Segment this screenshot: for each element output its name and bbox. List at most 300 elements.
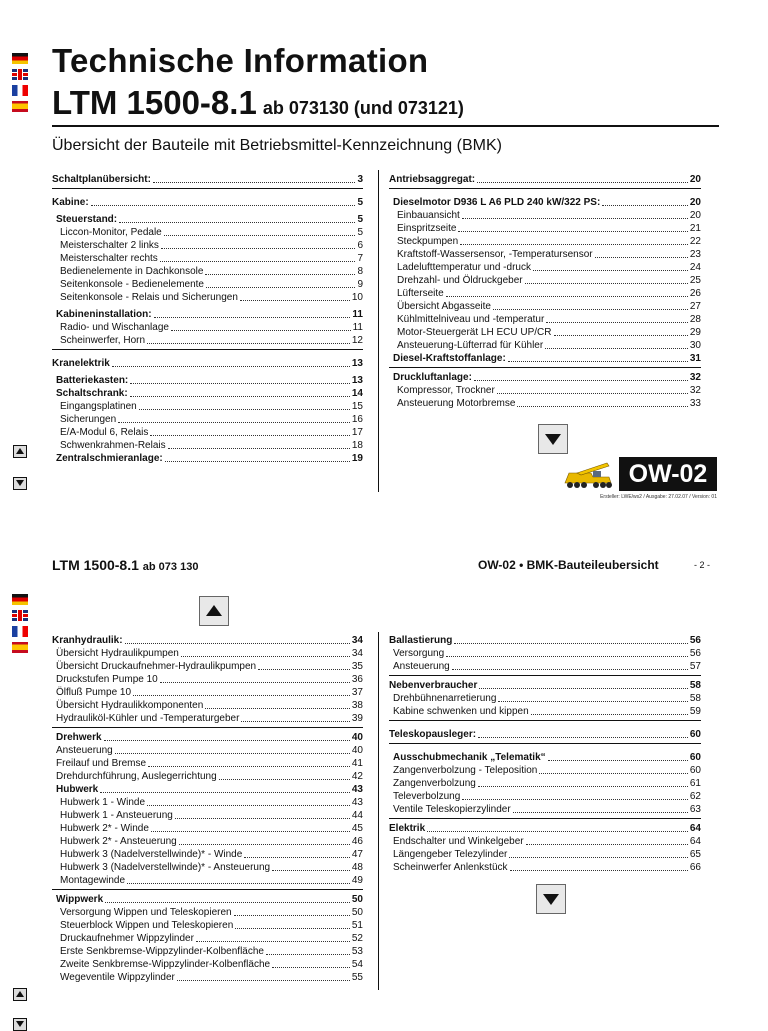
leader-dots [474,380,688,381]
section-separator [52,727,363,728]
leader-dots [205,274,355,275]
leader-dots [478,786,688,787]
toc-entry-label: Ballastierung [389,635,453,646]
page-up-button[interactable] [13,988,27,1001]
german-flag-icon[interactable] [12,53,28,64]
toc-entry-label: Steuerblock Wippen und Teleskopieren [60,920,234,931]
leader-dots [133,695,350,696]
toc-entry[interactable] [52,809,363,822]
section-separator [389,743,701,744]
toc-entry-label: Längengeber Telezylinder [393,849,508,860]
toc-entry-label: Kranhydraulik: [52,635,123,646]
toc-entry-page: 56 [689,635,701,646]
toc-entry[interactable] [389,313,701,326]
toc-entry[interactable] [389,209,701,222]
toc-entry-label: Ansteuerung Motorbremse [397,398,516,409]
toc-entry-page: 25 [689,275,701,286]
toc-entry-label: Kabine schwenken und kippen [393,706,529,717]
toc-entry-page: 42 [351,771,363,782]
toc-entry-page: 53 [351,946,363,957]
toc-entry-page: 48 [351,862,363,873]
toc-entry-label: Steuerstand: [56,214,118,225]
toc-entry-label: Lüfterseite [397,288,444,299]
column-divider [378,632,379,990]
next-page-button[interactable] [538,424,568,454]
leader-dots [205,708,350,709]
leader-dots [452,669,688,670]
toc-entry[interactable] [52,932,363,945]
previous-page-button[interactable] [199,596,229,626]
leader-dots [427,831,688,832]
leader-dots [602,205,688,206]
leader-dots [104,740,350,741]
toc-entry[interactable] [389,173,701,186]
toc-entry-label: Batteriekasten: [56,375,129,386]
spanish-flag-icon[interactable] [12,642,28,653]
toc-entry[interactable] [389,300,701,313]
toc-entry-page: 43 [351,784,363,795]
toc-entry-label: Druckaufnehmer Wippzylinder [60,933,194,944]
toc-entry-label: Schaltschrank: [56,388,128,399]
toc-entry-page: 44 [351,810,363,821]
document-subtitle: Übersicht der Bauteile mit Betriebsmittel-Kennzeichnung (BMK) [52,137,502,154]
toc-entry[interactable] [389,371,701,384]
leader-dots [244,857,350,858]
toc-entry-page: 33 [689,398,701,409]
toc-entry-label: Ventile Teleskopierzylinder [393,804,511,815]
toc-entry[interactable] [52,783,363,796]
toc-entry-page: 26 [689,288,701,299]
toc-entry-page: 5 [357,214,363,225]
toc-entry-label: Hydrauliköl-Kühler und -Temperaturgeber [56,713,240,724]
toc-entry-label: Hubwerk 1 - Ansteuerung [60,810,173,821]
toc-entry[interactable] [52,321,363,334]
toc-entry-label: Versorgung [393,648,445,659]
toc-entry-label: Hubwerk 2* - Ansteuerung [60,836,177,847]
leader-dots [545,348,688,349]
leader-dots [115,753,350,754]
toc-entry-page: 41 [351,758,363,769]
toc-entry-page: 37 [351,687,363,698]
toc-entry[interactable] [389,352,701,365]
leader-dots [498,701,687,702]
toc-entry-label: Drehdurchführung, Auslegerrichtung [56,771,217,782]
toc-entry[interactable] [52,239,363,252]
toc-entry-label: Meisterschalter rechts [60,253,158,264]
toc-entry[interactable] [52,958,363,971]
toc-entry[interactable] [52,757,363,770]
leader-dots [147,343,350,344]
toc-entry-page: 60 [689,729,701,740]
toc-entry[interactable] [389,790,701,803]
french-flag-icon[interactable] [12,85,28,96]
toc-entry-label: Ansteuerung [393,661,450,672]
toc-entry-label: Scheinwerfer Anlenkstück [393,862,508,873]
toc-entry[interactable] [52,291,363,304]
toc-entry-page: 8 [357,266,363,277]
toc-entry[interactable] [52,308,363,321]
toc-entry-page: 62 [689,791,701,802]
leader-dots [179,844,350,845]
toc-entry-label: Antriebsaggregat: [389,174,476,185]
leader-dots [130,383,350,384]
toc-entry-label: Ansteuerung-Lüfterrad für Kühler [397,340,544,351]
leader-dots [160,682,350,683]
toc-entry[interactable] [389,835,701,848]
next-page-button[interactable] [536,884,566,914]
toc-entry[interactable] [389,196,701,209]
toc-entry[interactable] [389,397,701,410]
issue-credit: Ersteller: LWE/ws2 / Ausgabe: 27.02.07 / Version: 01 [600,494,717,500]
leader-dots [241,721,349,722]
leader-dots [119,222,355,223]
toc-left-column [52,173,363,465]
toc-entry-label: Seitenkonsole - Relais und Sicherungen [60,292,238,303]
toc-entry-label: Seitenkonsole - Bedienelemente [60,279,204,290]
document-title: Technische Information [52,42,429,79]
page2-model-name: LTM 1500-8.1 [52,557,139,573]
toc-entry[interactable] [389,274,701,287]
toc-entry[interactable] [52,357,363,370]
toc-entry[interactable] [52,971,363,984]
toc-entry-label: Teleskopausleger: [389,729,477,740]
toc-entry-label: Ladelufttemperatur und -druck [397,262,531,273]
toc-entry[interactable] [389,777,701,790]
leader-dots [272,870,350,871]
toc-entry[interactable] [52,413,363,426]
toc-entry[interactable] [52,848,363,861]
toc-entry-page: 34 [351,648,363,659]
toc-entry[interactable] [389,248,701,261]
toc-entry-page: 59 [689,706,701,717]
toc-entry-label: Montagewinde [60,875,126,886]
leader-dots [118,422,350,423]
toc-entry-label: Motor-Steuergerät LH ECU UP/CR [397,327,552,338]
toc-entry-page: 20 [689,210,701,221]
leader-dots [151,831,350,832]
toc-entry[interactable] [52,213,363,226]
toc-entry[interactable] [52,196,363,209]
toc-entry-label: Televerbolzung [393,791,461,802]
serial-range: ab 073130 (und 073121) [262,98,464,118]
page-down-button[interactable] [13,1018,27,1031]
toc-entry[interactable] [389,803,701,816]
toc-entry[interactable] [389,679,701,692]
toc-entry-page: 20 [689,197,701,208]
section-separator [52,349,363,350]
toc-entry-page: 50 [351,907,363,918]
toc-entry[interactable] [52,452,363,465]
toc-entry[interactable] [389,261,701,274]
toc-entry-page: 16 [351,414,363,425]
toc-entry-page: 38 [351,700,363,711]
toc-entry-page: 43 [351,797,363,808]
page-down-button[interactable] [13,477,27,490]
toc-entry[interactable] [389,647,701,660]
toc-entry[interactable] [52,874,363,887]
leader-dots [153,182,356,183]
toc-entry-page: 15 [351,401,363,412]
toc-entry-label: Diesel-Kraftstoffanlage: [393,353,506,364]
toc-entry-label: Schaltplanübersicht: [52,174,151,185]
toc-entry[interactable] [52,731,363,744]
uk-flag-icon[interactable] [12,69,28,80]
toc-entry-page: 39 [351,713,363,724]
toc-entry[interactable] [389,235,701,248]
section-separator [389,675,701,676]
uk-flag-icon[interactable] [12,610,28,621]
toc-entry[interactable] [389,384,701,397]
leader-dots [266,954,350,955]
toc-entry-label: Einspritzseite [397,223,457,234]
toc-entry[interactable] [52,712,363,725]
toc-entry-label: Erste Senkbremse-Wippzylinder-Kolbenfläche [60,946,264,957]
toc-entry[interactable] [52,744,363,757]
toc-entry-label: Hubwerk 3 (Nadelverstellwinde)* - Winde [60,849,243,860]
toc-entry-label: Übersicht Hydraulikpumpen [56,648,179,659]
toc-entry-page: 23 [689,249,701,260]
toc-entry[interactable] [52,906,363,919]
leader-dots [517,406,687,407]
leader-dots [509,857,688,858]
toc-entry[interactable] [52,400,363,413]
document-code-badge: OW-02 [619,457,717,491]
toc-entry-page: 12 [351,335,363,346]
toc-entry[interactable] [52,647,363,660]
toc-entry[interactable] [389,326,701,339]
toc-entry[interactable] [52,919,363,932]
toc-entry-page: 27 [689,301,701,312]
toc-right-column [389,634,701,874]
section-separator [52,889,363,890]
toc-entry[interactable] [52,945,363,958]
toc-entry-page: 29 [689,327,701,338]
leader-dots [160,261,356,262]
toc-entry-page: 10 [351,292,363,303]
toc-entry[interactable] [389,287,701,300]
toc-entry-page: 9 [357,279,363,290]
page-number: - 2 - [694,560,711,570]
leader-dots [165,461,350,462]
toc-entry-label: Versorgung Wippen und Teleskopieren [60,907,232,918]
toc-entry-label: Kabineninstallation: [56,309,152,320]
leader-dots [148,766,350,767]
toc-entry[interactable] [52,822,363,835]
toc-entry[interactable] [52,634,363,647]
toc-entry-label: Wegeventile Wippzylinder [60,972,175,983]
toc-entry-label: Meisterschalter 2 links [60,240,159,251]
german-flag-icon[interactable] [12,594,28,605]
toc-entry-page: 40 [351,732,363,743]
toc-entry-label: Sicherungen [60,414,117,425]
leader-dots [446,296,688,297]
leader-dots [196,941,350,942]
leader-dots [533,270,688,271]
toc-entry-label: Übersicht Hydraulikkomponenten [56,700,204,711]
leader-dots [479,688,688,689]
toc-entry-page: 60 [689,752,701,763]
page2-section-header: OW-02 • BMK-Bauteileubersicht [478,558,659,572]
leader-dots [478,737,688,738]
toc-entry[interactable] [389,764,701,777]
toc-entry[interactable] [52,334,363,347]
toc-entry-page: 30 [689,340,701,351]
toc-entry-label: Hubwerk 1 - Winde [60,797,146,808]
leader-dots [554,335,688,336]
leader-dots [139,409,350,410]
column-divider [378,170,379,492]
toc-entry-page: 34 [351,635,363,646]
toc-entry[interactable] [389,728,701,741]
leader-dots [171,330,351,331]
toc-entry[interactable] [52,387,363,400]
leader-dots [161,248,356,249]
toc-entry-page: 55 [351,972,363,983]
toc-entry-page: 64 [689,836,701,847]
toc-entry-page: 18 [351,440,363,451]
leader-dots [539,773,688,774]
leader-dots [175,818,350,819]
page2-model-header [52,557,198,573]
toc-entry-label: Eingangsplatinen [60,401,137,412]
model-title [52,84,464,122]
leader-dots [458,231,687,232]
toc-entry[interactable] [389,861,701,874]
toc-entry-label: Liccon-Monitor, Pedale [60,227,162,238]
toc-entry-label: Übersicht Druckaufnehmer-Hydraulikpumpen [56,661,257,672]
toc-entry-page: 35 [351,661,363,672]
toc-entry-page: 50 [351,894,363,905]
toc-entry[interactable] [389,692,701,705]
leader-dots [100,792,350,793]
toc-entry[interactable] [389,705,701,718]
toc-entry-label: Kabine: [52,197,89,208]
toc-entry-label: Dieselmotor D936 L A6 PLD 240 kW/322 PS: [393,197,601,208]
toc-entry-page: 32 [689,385,701,396]
toc-entry-label: Einbauansicht [397,210,460,221]
toc-entry-page: 66 [689,862,701,873]
toc-entry-page: 11 [352,309,363,320]
toc-entry[interactable] [389,848,701,861]
toc-entry-page: 58 [689,693,701,704]
toc-entry-page: 58 [689,680,701,691]
leader-dots [462,218,688,219]
toc-entry[interactable] [52,660,363,673]
toc-entry[interactable] [389,222,701,235]
toc-entry-label: Nebenverbraucher [389,680,478,691]
toc-entry-label: Radio- und Wischanlage [60,322,169,333]
leader-dots [548,760,688,761]
toc-entry-label: Hubwerk 3 (Nadelverstellwinde)* - Ansteuerung [60,862,271,873]
leader-dots [127,883,350,884]
section-separator [389,818,701,819]
toc-entry-page: 36 [351,674,363,685]
toc-entry-label: Drehzahl- und Öldruckgeber [397,275,523,286]
toc-entry-label: Scheinwerfer, Horn [60,335,146,346]
toc-entry[interactable] [52,893,363,906]
toc-entry-page: 40 [351,745,363,756]
toc-right-column [389,173,701,410]
leader-dots [234,915,350,916]
toc-entry[interactable] [389,634,701,647]
toc-entry-page: 6 [357,240,363,251]
toc-entry[interactable] [52,673,363,686]
toc-entry[interactable] [52,374,363,387]
toc-entry-label: Bedienelemente in Dachkonsole [60,266,204,277]
leader-dots [531,714,688,715]
toc-entry-page: 54 [351,959,363,970]
toc-entry-label: Hubwerk [56,784,99,795]
french-flag-icon[interactable] [12,626,28,637]
section-separator [389,720,701,721]
toc-entry-page: 22 [689,236,701,247]
toc-entry[interactable] [52,699,363,712]
model-name: LTM 1500-8.1 [52,84,257,121]
toc-entry-page: 52 [351,933,363,944]
page-up-button[interactable] [13,445,27,458]
toc-entry-label: Ausschubmechanik „Telematik“ [393,752,546,763]
toc-entry-label: Zangenverbolzung - Teleposition [393,765,538,776]
toc-entry-label: Steckpumpen [397,236,459,247]
toc-entry-page: 5 [357,197,363,208]
toc-entry[interactable] [52,796,363,809]
spanish-flag-icon[interactable] [12,101,28,112]
leader-dots [235,928,350,929]
toc-entry-label: Drehwerk [56,732,102,743]
toc-entry-page: 51 [351,920,363,931]
toc-entry[interactable] [52,278,363,291]
toc-entry[interactable] [389,339,701,352]
leader-dots [258,669,350,670]
toc-entry[interactable] [52,252,363,265]
toc-entry-label: Kraftstoff-Wassersensor, -Temperatursensor [397,249,593,260]
toc-entry[interactable] [52,426,363,439]
leader-dots [510,870,688,871]
page2-serial: ab 073 130 [142,561,199,573]
toc-entry[interactable] [52,686,363,699]
toc-entry-page: 28 [689,314,701,325]
toc-entry[interactable] [52,835,363,848]
toc-entry-label: Übersicht Abgasseite [397,301,491,312]
leader-dots [181,656,350,657]
toc-entry-page: 49 [351,875,363,886]
toc-entry[interactable] [389,660,701,673]
section-separator [52,188,363,189]
leader-dots [446,656,688,657]
toc-entry-label: Freilauf und Bremse [56,758,147,769]
toc-entry-page: 5 [357,227,363,238]
toc-entry-page: 19 [351,453,363,464]
toc-entry-label: Kompressor, Trockner [397,385,495,396]
toc-entry-page: 17 [351,427,363,438]
toc-entry[interactable] [52,861,363,874]
toc-entry[interactable] [389,822,701,835]
toc-entry-page: 57 [689,661,701,672]
leader-dots [112,366,350,367]
toc-entry[interactable] [52,770,363,783]
toc-entry-page: 14 [351,388,363,399]
toc-entry-page: 45 [351,823,363,834]
toc-entry-label: Ansteuerung [56,745,113,756]
toc-entry[interactable] [52,439,363,452]
toc-entry[interactable] [52,226,363,239]
toc-entry[interactable] [52,265,363,278]
toc-entry-page: 63 [689,804,701,815]
toc-entry-page: 65 [689,849,701,860]
toc-entry[interactable] [389,751,701,764]
crane-icon [563,461,615,491]
toc-entry[interactable] [52,173,363,186]
